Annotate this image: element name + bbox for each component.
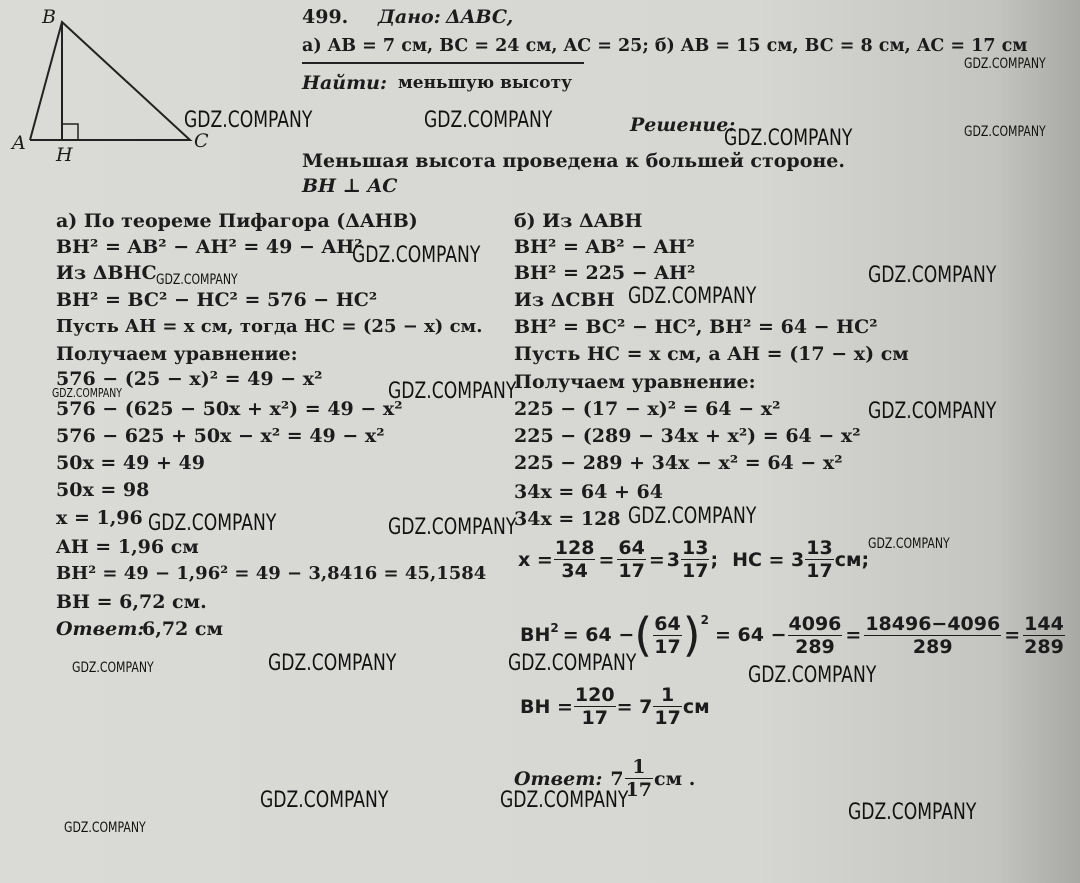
denominator: 17 [581, 707, 608, 729]
part-a-line: 50x = 98 [56, 479, 150, 501]
watermark: GDZ.COMPANY [52, 386, 123, 400]
equals-sign: = [598, 548, 615, 571]
numerator: 13 [806, 537, 833, 559]
right-angle-mark [62, 124, 78, 140]
watermark: GDZ.COMPANY [424, 108, 553, 133]
numerator: 128 [554, 537, 595, 559]
given-conditions: а) AB = 7 см, BC = 24 см, AC = 25; б) AB = 15 см, BC = 8 см, AC = 17 см [302, 36, 1028, 56]
watermark: GDZ.COMPANY [848, 800, 977, 825]
fraction [574, 684, 616, 729]
find-label: Найти: [302, 72, 388, 94]
watermark: GDZ.COMPANY [868, 399, 997, 424]
denominator: 17 [806, 560, 833, 582]
part-a-line: Пусть AH = x см, тогда HC = (25 − x) см. [56, 316, 483, 337]
equals-sign: = [845, 624, 862, 646]
watermark: GDZ.COMPANY [508, 651, 637, 676]
part-a-line: x = 1,96 [56, 507, 143, 529]
part-a-line: AH = 1,96 см [56, 536, 199, 558]
numerator: 13 [682, 537, 709, 559]
numerator: 120 [574, 684, 615, 706]
part-b-line: 225 − (289 − 34x + x²) = 64 − x² [514, 425, 861, 447]
denominator: 34 [561, 560, 588, 582]
fraction [653, 684, 681, 729]
part-b-line: Получаем уравнение: [514, 371, 756, 393]
part-b-line: 225 − (17 − x)² = 64 − x² [514, 398, 781, 420]
part-a-line: 576 − (625 − 50x + x²) = 49 − x² [56, 398, 403, 420]
given-label: Дано: [378, 6, 441, 28]
denominator: 17 [618, 560, 645, 582]
part-a-line: 50x = 49 + 49 [56, 452, 205, 474]
triangle-abc [30, 22, 190, 140]
part-b-line: BH² = AB² − AH² [514, 236, 695, 258]
part-b-line: 34x = 64 + 64 [514, 481, 663, 503]
answer-label: Ответ: [514, 767, 603, 790]
fraction [864, 613, 1001, 658]
watermark: GDZ.COMPANY [388, 379, 517, 404]
numerator: 64 [654, 612, 681, 635]
fraction [554, 537, 596, 582]
denominator: 17 [654, 635, 681, 658]
x-equation [518, 537, 869, 582]
part-b-line: б) Из ΔABH [514, 210, 643, 232]
fraction [805, 537, 833, 582]
watermark: GDZ.COMPANY [868, 263, 997, 288]
watermark: GDZ.COMPANY [64, 820, 146, 836]
part-a-line: Из ΔBHC [56, 262, 157, 284]
part-a-line: BH² = AB² − AH² = 49 − AH² [56, 236, 363, 258]
part-a-line: BH = 6,72 см. [56, 591, 207, 613]
right-paren: ) [682, 608, 701, 662]
x-eq-lhs: x = [518, 548, 553, 571]
answer-whole: 7 [610, 767, 624, 790]
given-divider [302, 62, 584, 64]
part-a-line: Получаем уравнение: [56, 343, 298, 365]
exponent: 2 [700, 613, 709, 627]
fraction [681, 537, 709, 582]
denominator: 289 [1024, 635, 1064, 658]
part-a-line: BH² = 49 − 1,96² = 49 − 3,8416 = 45,1584 [56, 563, 487, 584]
part-a-answer-label: Ответ: [56, 618, 145, 640]
bh2-lhs: BH [520, 624, 551, 646]
watermark: GDZ.COMPANY [724, 126, 853, 151]
find-text: меньшую высоту [398, 73, 573, 93]
watermark: GDZ.COMPANY [184, 108, 313, 133]
watermark: GDZ.COMPANY [388, 515, 517, 540]
numerator: 64 [618, 537, 645, 559]
denominator: 289 [795, 635, 835, 658]
watermark: GDZ.COMPANY [748, 663, 877, 688]
separator: ; [710, 548, 719, 571]
fraction [653, 613, 681, 658]
denominator: 17 [682, 560, 709, 582]
part-a-line: 576 − 625 + 50x − x² = 49 − x² [56, 425, 385, 447]
hc-lhs: HC = 3 [732, 548, 805, 571]
vertex-label-h: H [56, 144, 73, 166]
watermark: GDZ.COMPANY [156, 272, 238, 288]
part-b-line: BH² = BC² − HC², BH² = 64 − HC² [514, 316, 878, 338]
watermark: GDZ.COMPANY [148, 511, 277, 536]
equals-sign: = [1004, 624, 1021, 646]
vertex-label-a: A [12, 132, 26, 154]
denominator: 17 [625, 779, 653, 801]
fraction [788, 613, 843, 658]
statement-text: Меньшая высота проведена к большей стороне. [302, 150, 846, 172]
numerator: 1 [653, 684, 681, 707]
perpendicular-text: BH ⊥ AC [302, 175, 398, 197]
numerator: 1 [625, 756, 653, 779]
part-b-line: 225 − 289 + 34x − x² = 64 − x² [514, 452, 843, 474]
denominator: 17 [654, 707, 681, 729]
fraction [625, 756, 653, 801]
numerator: 18496−4096 [865, 612, 1001, 635]
fraction [617, 537, 645, 582]
part-a-line: а) По теореме Пифагора (ΔAHB) [56, 210, 418, 232]
part-b-line: BH² = 225 − AH² [514, 262, 696, 284]
bh-whole: = 7 [616, 695, 653, 718]
numerator: 144 [1024, 612, 1064, 635]
whole-part: 3 [666, 548, 680, 571]
part-a-line: 576 − (25 − x)² = 49 − x² [56, 368, 323, 390]
part-b-line: 34x = 128 [514, 508, 621, 530]
watermark: GDZ.COMPANY [260, 788, 389, 813]
watermark: GDZ.COMPANY [500, 788, 629, 813]
unit: см; [834, 548, 870, 571]
exponent: 2 [550, 621, 559, 635]
part-b-line: Из ΔCBH [514, 289, 615, 311]
unit: см . [654, 767, 696, 790]
part-b-line: Пусть HC = x см, а AH = (17 − x) см [514, 343, 909, 365]
watermark: GDZ.COMPANY [352, 243, 481, 268]
denominator: 289 [912, 635, 953, 658]
problem-number: 499. [302, 6, 349, 28]
part-a-answer-value: 6,72 см [142, 618, 223, 640]
part-a-line: BH² = BC² − HC² = 576 − HC² [56, 289, 378, 311]
equals-sign: = [648, 548, 665, 571]
watermark: GDZ.COMPANY [628, 504, 757, 529]
bh2-eq1: = 64 − [562, 624, 635, 646]
bh2-eq2: = 64 − [714, 624, 787, 646]
watermark: GDZ.COMPANY [964, 124, 1046, 140]
solution-label: Решение: [630, 114, 736, 136]
numerator: 4096 [788, 612, 842, 635]
watermark: GDZ.COMPANY [72, 660, 154, 676]
watermark: GDZ.COMPANY [268, 651, 397, 676]
fraction [1023, 613, 1065, 658]
watermark: GDZ.COMPANY [868, 536, 950, 552]
watermark: GDZ.COMPANY [964, 56, 1046, 72]
vertex-label-b: B [42, 6, 56, 28]
watermark: GDZ.COMPANY [628, 284, 757, 309]
vertex-label-c: C [194, 130, 209, 152]
unit: см [682, 695, 710, 718]
bh-equation [520, 684, 710, 729]
given-triangle: ΔABC, [446, 6, 514, 28]
bh-lhs: BH = [520, 695, 573, 718]
left-paren: ( [634, 608, 653, 662]
